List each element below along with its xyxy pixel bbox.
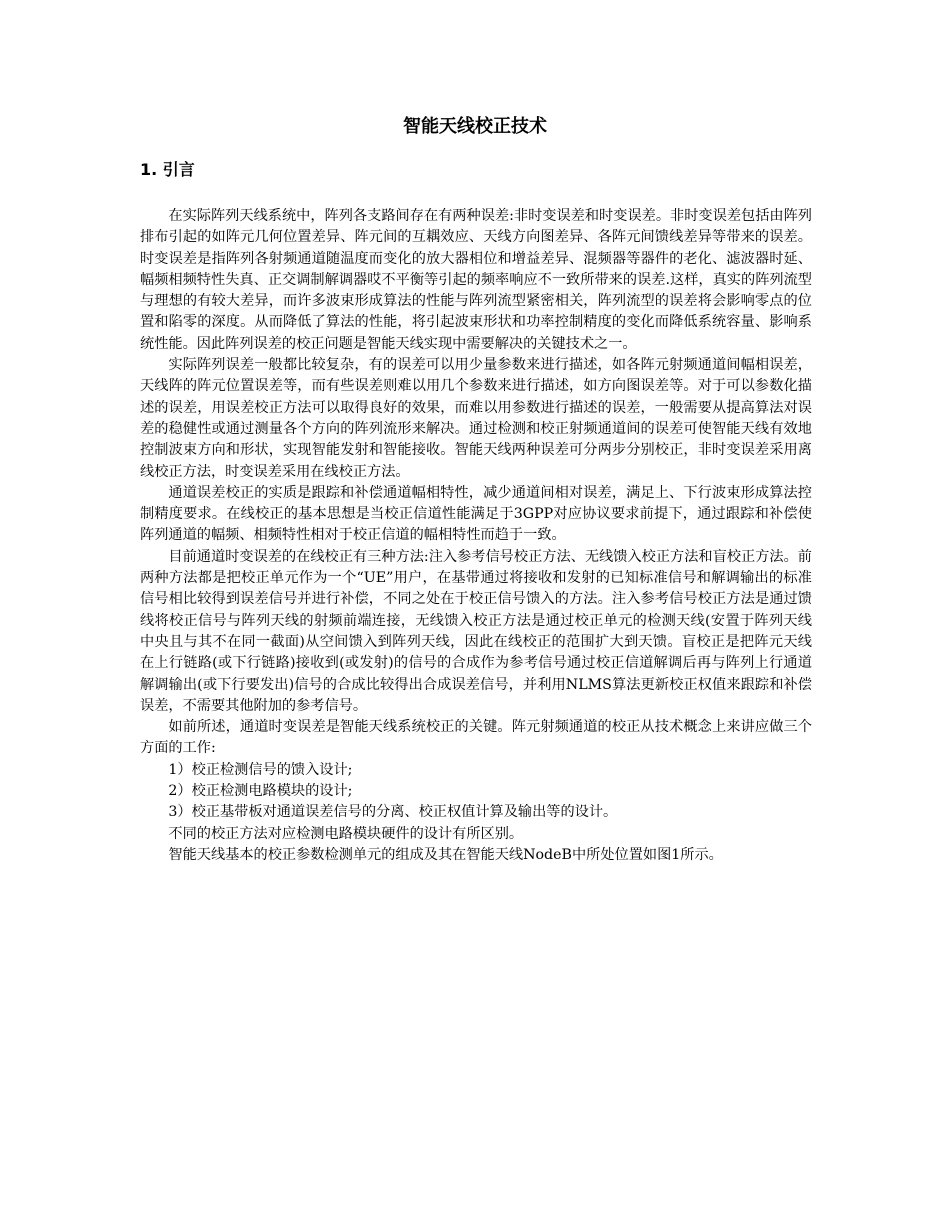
paragraph-array-errors: 在实际阵列天线系统中，阵列各支路间存在有两种误差:非时变误差和时变误差。非时变误差包括由阵列排布引起的如阵元几何位置差异、阵元间的互耦效应、天线方向图差异、各阵元间馈线差异等带来的误差。时变误差是指阵列各射频通道随温度而变化的放大器相位和增益差异、混频器等器件的老化、滤波器时延、幅频相频特性失真、正交调制解调器哎不平衡等引起的频率响应不一致所带来的误差.这样，真实的阵列流型与理想的有较大差异，而许多波束形成算法的性能与阵列流型紧密相关，阵列流型的误差将会影响零点的位置和陷零的深度。从而降低了算法的性能，将引起波束形状和功率控制精度的变化而降低系统容量、影响系统性能。因此阵列误差的校正问题是智能天线实现中需要解决的关键技术之一。 — [140, 208, 812, 352]
document-body — [140, 206, 812, 866]
list-item: 1）校正检测信号的馈入设计; — [168, 761, 353, 778]
paragraph-error-description: 实际阵列误差一般都比较复杂，有的误差可以用少量参数来进行描述，如各阵元射频通道间幅相误差，天线阵的阵元位置误差等，而有些误差则难以用几个参数来进行描述，如方向图误差等。对于可以参数化描述的误差，用误差校正方法可以取得良好的效果，而难以用参数进行描述的误差，一般需要从提高算法对误差的稳健性或通过测量各个方向的阵列流形来解决。通过检测和校正射频通道间的误差可使智能天线有效地控制波束方向和形状，实现智能发射和智能接收。智能天线两种误差可分两步分别校正，非时变误差采用离线校正方法，时变误差采用在线校正方法。 — [140, 357, 812, 480]
list-item: 3）校正基带板对通道误差信号的分离、校正权值计算及输出等的设计。 — [168, 804, 618, 821]
paragraph-summary: 如前所述，通道时变误差是智能天线系统校正的关键。阵元射频通道的校正从技术概念上来讲应做三个方面的工作: — [140, 719, 812, 757]
list-item: 2）校正检测电路模块的设计; — [168, 783, 353, 800]
paragraph-online-methods: 目前通道时变误差的在线校正有三种方法:注入参考信号校正方法、无线馈入校正方法和盲校正方法。前两种方法都是把校正单元作为一个“UE”用户，在基带通过将接收和发射的已知标准信号和解调输出的标准信号相比较得到误差信号并进行补偿，不同之处在于校正信号馈入的方法。注入参考信号校正方法是通过馈线将校正信号与阵列天线的射频前端连接，无线馈入校正方法是通过校正单元的检测天线(安置于阵列天线中央且与其不在同一截面)从空间馈入到阵列天线，因此在线校正的范围扩大到天馈。盲校正是把阵元天线在上行链路(或下行链路)接收到(或发射)的信号的合成作为参考信号通过校正信道解调后再与阵列上行通道解调输出(或下行要发出)信号的合成比较得出合成误差信号，并利用NLMS算法更新校正权值来跟踪和补偿误差，不需要其他附加的参考信号。 — [140, 548, 812, 714]
paragraph-hardware-difference: 不同的校正方法对应检测电路模块硬件的设计有所区别。 — [168, 825, 524, 842]
paragraph-channel-calibration: 通道误差校正的实质是跟踪和补偿通道幅相特性，减少通道间相对误差，满足上、下行波束形成算法控制精度要求。在线校正的基本思想是当校正信道性能满足于3GPP对应协议要求前提下，通过跟踪和补偿使阵列通道的幅频、相频特性相对于校正信道的幅相特性而趋于一致。 — [140, 484, 812, 544]
section-heading: 1. 引言 — [140, 160, 195, 179]
paragraph-figure-reference: 智能天线基本的校正参数检测单元的组成及其在智能天线NodeB中所处位置如图1所示。 — [168, 846, 723, 863]
document-title: 智能天线校正技术 — [403, 116, 547, 137]
